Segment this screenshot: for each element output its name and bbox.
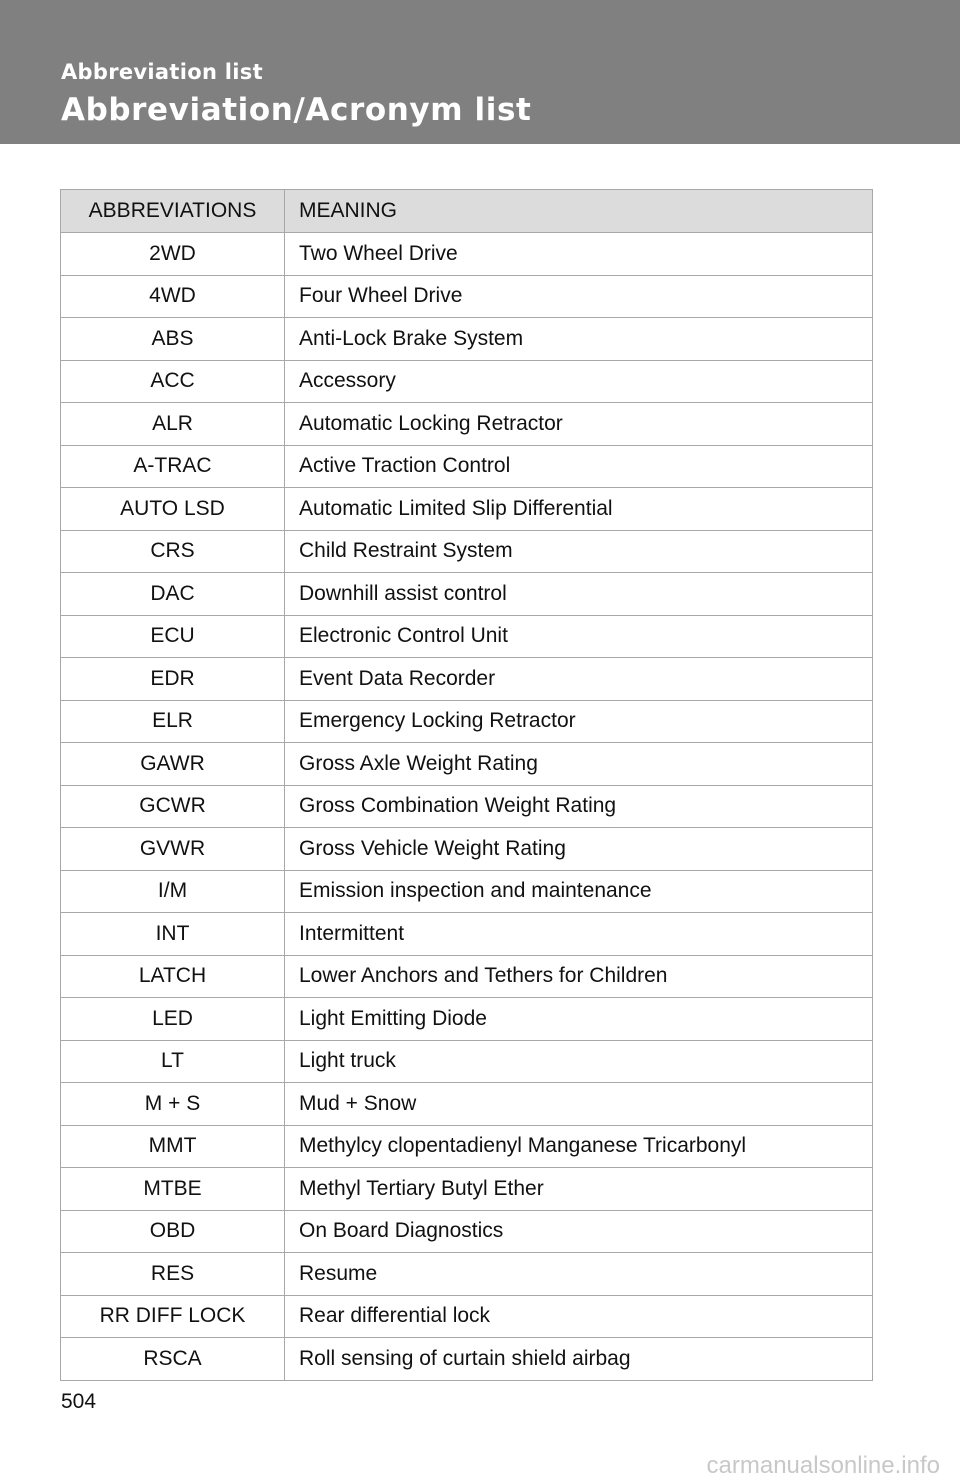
meaning-cell: Active Traction Control	[285, 445, 873, 488]
meaning-cell: Light Emitting Diode	[285, 998, 873, 1041]
abbreviation-cell: ALR	[61, 403, 285, 446]
abbreviation-cell: LT	[61, 1040, 285, 1083]
meaning-cell: Methyl Tertiary Butyl Ether	[285, 1168, 873, 1211]
meaning-cell: Roll sensing of curtain shield airbag	[285, 1338, 873, 1381]
abbreviation-cell: INT	[61, 913, 285, 956]
meaning-cell: Resume	[285, 1253, 873, 1296]
meaning-cell: Methylcy clopentadienyl Manganese Tricarbonyl	[285, 1125, 873, 1168]
meaning-cell: Downhill assist control	[285, 573, 873, 616]
meaning-cell: Light truck	[285, 1040, 873, 1083]
table-row	[61, 275, 873, 318]
abbreviation-cell: RES	[61, 1253, 285, 1296]
table-row	[61, 1125, 873, 1168]
abbreviation-cell: RSCA	[61, 1338, 285, 1381]
table-row	[61, 403, 873, 446]
meaning-cell: On Board Diagnostics	[285, 1210, 873, 1253]
table-row	[61, 1295, 873, 1338]
table-row	[61, 658, 873, 701]
table-row	[61, 1040, 873, 1083]
page-header	[0, 0, 960, 144]
table-row	[61, 913, 873, 956]
meaning-cell: Emergency Locking Retractor	[285, 700, 873, 743]
table-row	[61, 1338, 873, 1381]
abbreviation-cell: I/M	[61, 870, 285, 913]
table-row	[61, 233, 873, 276]
abbreviation-cell: ACC	[61, 360, 285, 403]
meaning-cell: Lower Anchors and Tethers for Children	[285, 955, 873, 998]
table-row	[61, 955, 873, 998]
meaning-cell: Automatic Limited Slip Differential	[285, 488, 873, 531]
abbreviation-cell: GCWR	[61, 785, 285, 828]
abbreviation-cell: LED	[61, 998, 285, 1041]
abbreviation-cell: A-TRAC	[61, 445, 285, 488]
table-row	[61, 743, 873, 786]
table-row	[61, 445, 873, 488]
abbreviation-cell: 4WD	[61, 275, 285, 318]
meaning-cell: Gross Vehicle Weight Rating	[285, 828, 873, 871]
meaning-cell: Gross Axle Weight Rating	[285, 743, 873, 786]
meaning-cell: Gross Combination Weight Rating	[285, 785, 873, 828]
column-header-abbreviations: ABBREVIATIONS	[61, 190, 285, 233]
abbreviation-cell: MMT	[61, 1125, 285, 1168]
abbreviation-cell: CRS	[61, 530, 285, 573]
table-header-row	[61, 190, 873, 233]
abbreviation-cell: AUTO LSD	[61, 488, 285, 531]
table-row	[61, 573, 873, 616]
abbreviation-cell: MTBE	[61, 1168, 285, 1211]
section-label: Abbreviation list	[61, 60, 263, 84]
table-row	[61, 998, 873, 1041]
table-row	[61, 785, 873, 828]
meaning-cell: Emission inspection and maintenance	[285, 870, 873, 913]
meaning-cell: Child Restraint System	[285, 530, 873, 573]
table-row	[61, 488, 873, 531]
table-row	[61, 318, 873, 361]
table-row	[61, 1168, 873, 1211]
table-row	[61, 1253, 873, 1296]
abbreviation-cell: ELR	[61, 700, 285, 743]
abbreviation-cell: M + S	[61, 1083, 285, 1126]
table-row	[61, 828, 873, 871]
abbreviation-cell: ABS	[61, 318, 285, 361]
page-number: 504	[61, 1390, 97, 1413]
meaning-cell: Electronic Control Unit	[285, 615, 873, 658]
meaning-cell: Intermittent	[285, 913, 873, 956]
abbreviation-table	[60, 189, 873, 1381]
meaning-cell: Accessory	[285, 360, 873, 403]
table-row	[61, 360, 873, 403]
abbreviation-cell: GAWR	[61, 743, 285, 786]
meaning-cell: Automatic Locking Retractor	[285, 403, 873, 446]
abbreviation-cell: GVWR	[61, 828, 285, 871]
abbreviation-cell: 2WD	[61, 233, 285, 276]
table-row	[61, 615, 873, 658]
meaning-cell: Anti-Lock Brake System	[285, 318, 873, 361]
watermark: carmanualsonline.info	[706, 1452, 940, 1479]
table-row	[61, 870, 873, 913]
abbreviation-cell: OBD	[61, 1210, 285, 1253]
meaning-cell: Event Data Recorder	[285, 658, 873, 701]
meaning-cell: Two Wheel Drive	[285, 233, 873, 276]
page-title: Abbreviation/Acronym list	[61, 92, 532, 128]
table-row	[61, 1210, 873, 1253]
column-header-meaning: MEANING	[285, 190, 873, 233]
table-row	[61, 700, 873, 743]
meaning-cell: Four Wheel Drive	[285, 275, 873, 318]
abbreviation-cell: ECU	[61, 615, 285, 658]
table-row	[61, 1083, 873, 1126]
table-row	[61, 530, 873, 573]
abbreviation-cell: EDR	[61, 658, 285, 701]
meaning-cell: Rear differential lock	[285, 1295, 873, 1338]
abbreviation-cell: LATCH	[61, 955, 285, 998]
abbreviation-cell: RR DIFF LOCK	[61, 1295, 285, 1338]
abbreviation-cell: DAC	[61, 573, 285, 616]
meaning-cell: Mud + Snow	[285, 1083, 873, 1126]
